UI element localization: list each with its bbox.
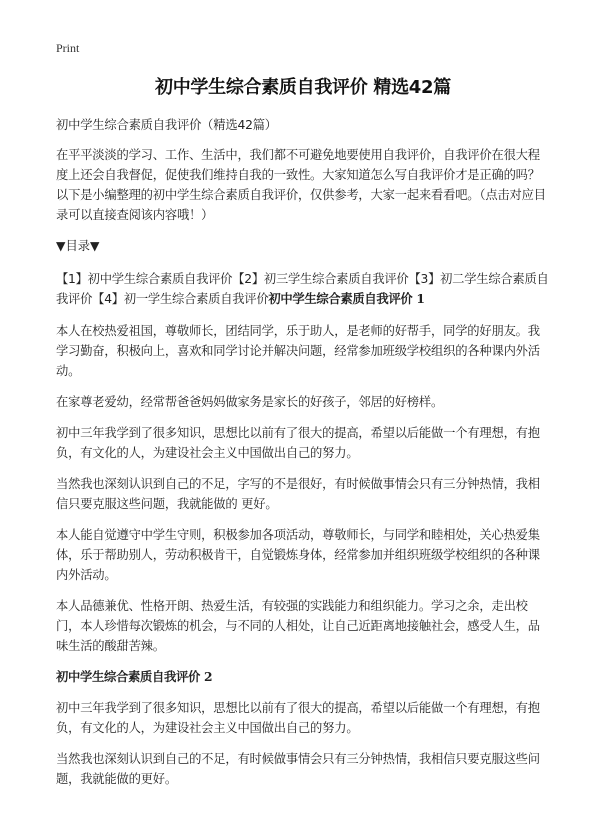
- section-1-paragraph-2: 在家尊老爱幼，经常帮爸爸妈妈做家务是家长的好孩子，邻居的好榜样。: [56, 395, 444, 409]
- section-1-paragraph-4: 当然我也深刻认识到自己的不足，字写的不是很好，有时候做事情会只有三分钟热情，我相信只要克服这些问题，我就能做的 更好。: [56, 477, 540, 511]
- section-1-paragraph-6: 本人品德兼优、性格开朗、热爱生活，有较强的实践能力和组织能力。学习之余，走出校门，本人珍惜每次锻炼的机会，与不同的人相处，让自己近距离地接触社会，感受人生，品味生活的酸甜苦辣。: [56, 599, 540, 653]
- subtitle: 初中学生综合素质自我评价（精选42篇）: [56, 118, 277, 132]
- table-of-contents: [56, 269, 550, 309]
- section-1-paragraph-5: 本人能自觉遵守中学生守则，积极参加各项活动，尊敬师长，与同学和睦相处，关心热爱集体，乐于帮助别人，劳动积极肯干，自觉锻炼身体，经常参加并组织班级学校组织的各种课内外活动。: [56, 528, 540, 582]
- section-1-paragraph-1: 本人在校热爱祖国，尊敬师长，团结同学，乐于助人，是老师的好帮手，同学的好朋友。我学习勤奋，积极向上，喜欢和同学讨论并解决问题，经常参加班级学校组织的各种课内外活动。: [56, 324, 540, 378]
- section-1-paragraph-3: 初中三年我学到了很多知识，思想比以前有了很大的提高，希望以后能做一个有理想，有抱负，有文化的人，为建设社会主义中国做出自己的努力。: [56, 426, 540, 460]
- print-link[interactable]: Print: [56, 41, 80, 55]
- toc-label: ▼目录▼: [56, 239, 100, 253]
- toc-item-4[interactable]: 【4】初一学生综合素质自我评价: [92, 292, 269, 306]
- toc-item-2[interactable]: 【2】初三学生综合素质自我评价: [232, 272, 409, 286]
- section-2-heading: 初中学生综合素质自我评价 2: [56, 669, 213, 684]
- toc-item-1[interactable]: 【1】初中学生综合素质自我评价: [56, 272, 233, 286]
- section-1-heading: 初中学生综合素质自我评价 1: [268, 291, 425, 306]
- section-2-paragraph-1: 初中三年我学到了很多知识，思想比以前有了很大的提高，希望以后能做一个有理想，有抱负，有文化的人，为建设社会主义中国做出自己的努力。: [56, 701, 540, 735]
- document-page: [56, 40, 550, 800]
- toc-item-3[interactable]: 【3】初二学生综合素质自我评价: [56, 272, 549, 306]
- page-title: 初中学生综合素质自我评价 精选42篇: [155, 77, 451, 98]
- section-2-paragraph-2: 当然我也深刻认识到自己的不足，有时候做事情会只有三分钟热情，我相信只要克服这些问题，我就能做的更好。: [56, 752, 540, 786]
- intro-paragraph: 在平平淡淡的学习、工作、生活中，我们都不可避免地要使用自我评价，自我评价在很大程度上还会自我督促，促使我们维持自我的一致性。大家知道怎么写自我评价才是正确的吗？以下是小编整理的初中学生综合素质自我评价，仅供参考，大家一起来看看吧。（点击对应目录可以直接查阅该内容哦！）: [56, 148, 546, 222]
